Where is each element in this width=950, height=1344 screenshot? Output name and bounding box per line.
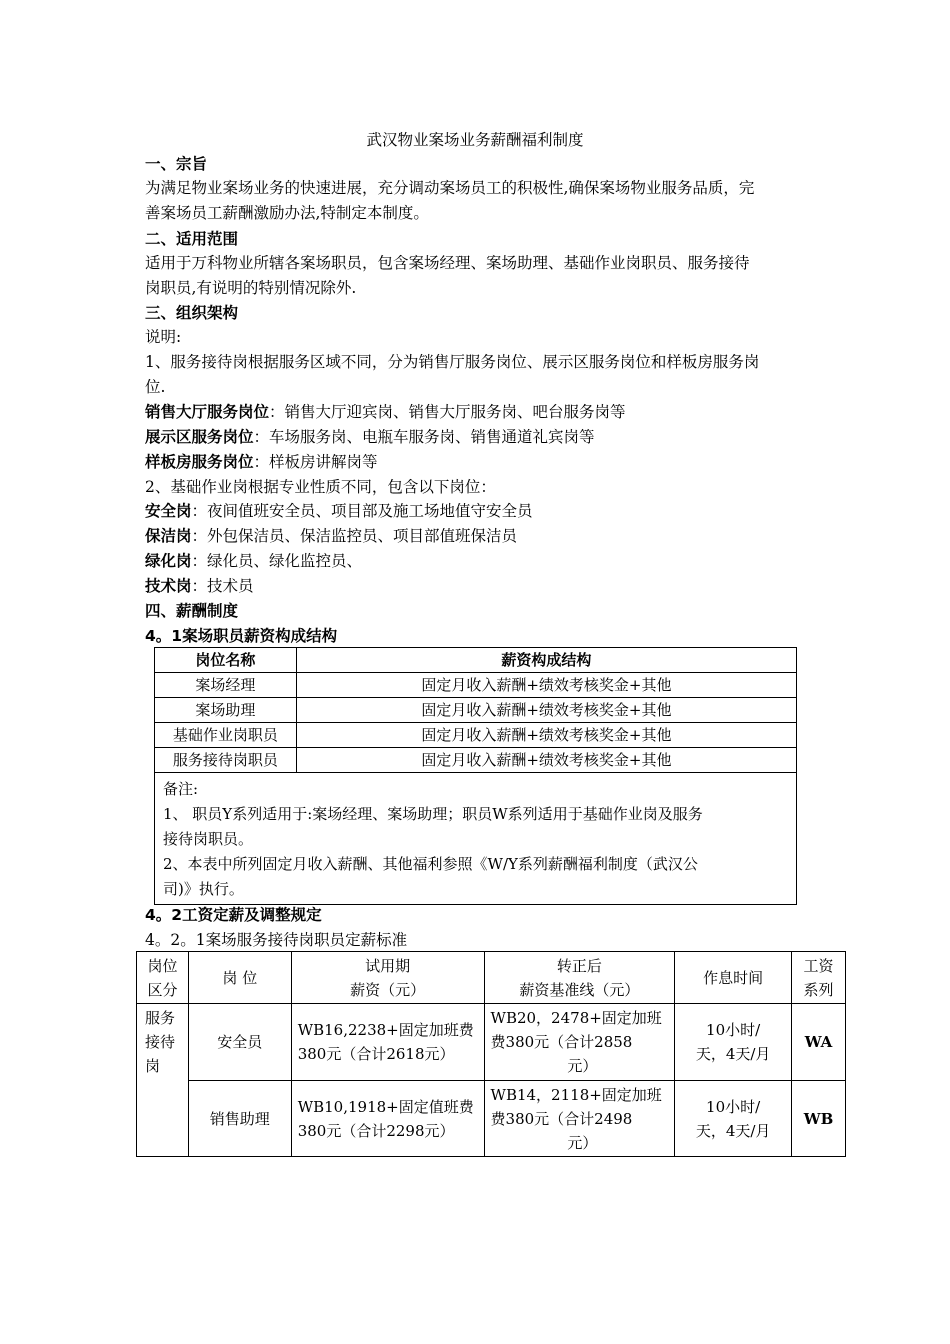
cleaning-label: 保洁岗 — [145, 527, 192, 545]
section-3-item-1-line-1: 1、服务接待岗根据服务区域不同，分为销售厅服务岗位、展示区服务岗位和样板房服务岗 — [145, 353, 760, 371]
cell-hours — [675, 1004, 792, 1081]
cell-area-line-2: 接待 — [145, 1033, 176, 1051]
cell-post: 案场经理 — [155, 673, 297, 698]
cell-regular-line-3: 元） — [567, 1057, 598, 1075]
header-salary-structure: 薪资构成结构 — [296, 648, 796, 673]
section-4-1-heading: 4。1案场职员薪资构成结构 — [145, 627, 338, 645]
cell-trial-line-1: WB16,2238+固定加班费 — [297, 1021, 474, 1039]
section-1-paragraph-line-1: 为满足物业案场业务的快速进展，充分调动案场员工的积极性,确保案场物业服务品质，完 — [145, 179, 755, 197]
note-2-line-1: 2、本表中所列固定月收入薪酬、其他福利参照《W/Y系列薪酬福利制度（武汉公 — [163, 855, 698, 873]
cell-trial-line-2: 380元（合计2298元） — [297, 1121, 455, 1140]
model-room-label: 样板房服务岗位 — [145, 453, 254, 471]
cleaning-posts — [145, 526, 517, 546]
header-series — [792, 952, 846, 1004]
cell-trial-line-2: 380元（合计2618元） — [297, 1045, 455, 1063]
cell-structure: 固定月收入薪酬+绩效考核奖金+其他 — [296, 723, 796, 748]
cell-trial-line-1: WB10,1918+固定值班费 — [297, 1097, 474, 1116]
security-posts — [145, 501, 533, 521]
cell-hours-line-2: 天，4天/月 — [695, 1045, 771, 1063]
cell-series: WA — [792, 1004, 846, 1081]
cell-hours-line-1: 10小时/ — [706, 1021, 761, 1039]
section-4-2-heading: 4。2工资定薪及调整规定 — [145, 906, 322, 924]
cell-hours-line-1: 10小时/ — [706, 1097, 761, 1116]
table-header-row — [137, 952, 846, 1004]
note-title: 备注: — [163, 780, 199, 798]
cell-area-line-3: 岗 — [145, 1057, 161, 1075]
note-2-line-2: 司)》执行。 — [163, 880, 244, 898]
cell-post: 销售助理 — [188, 1081, 291, 1157]
section-2-paragraph-line-2: 岗职员,有说明的特别情况除外. — [145, 279, 357, 297]
sales-hall-text: ：销售大厅迎宾岗、销售大厅服务岗、吧台服务岗等 — [269, 403, 626, 421]
table-row — [155, 723, 797, 748]
model-room-text: ：样板房讲解岗等 — [253, 453, 378, 471]
header-series-line-2: 系列 — [803, 980, 834, 999]
display-area-label: 展示区服务岗位 — [145, 428, 254, 446]
header-area-line-1: 岗位 — [147, 956, 178, 975]
header-trial-line-2: 薪资（元） — [350, 980, 426, 999]
cell-area — [137, 1004, 189, 1157]
reception-salary-table — [136, 951, 846, 1157]
header-regular-line-1: 转正后 — [556, 956, 602, 975]
cell-trial — [291, 1081, 484, 1157]
cell-post: 案场助理 — [155, 698, 297, 723]
table-row — [155, 673, 797, 698]
technical-text: ：技术员 — [191, 577, 254, 595]
salary-structure-table — [154, 647, 797, 905]
technical-posts — [145, 576, 254, 596]
security-label: 安全岗 — [145, 502, 192, 520]
greening-posts — [145, 551, 362, 571]
table-row — [155, 698, 797, 723]
section-3-heading: 三、组织架构 — [145, 304, 239, 322]
model-room-posts — [145, 452, 378, 472]
cell-regular-line-1: WB20，2478+固定加班 — [490, 1009, 662, 1027]
table-header-row — [155, 648, 797, 673]
cell-structure: 固定月收入薪酬+绩效考核奖金+其他 — [296, 748, 796, 773]
cell-post: 服务接待岗职员 — [155, 748, 297, 773]
technical-label: 技术岗 — [145, 577, 192, 595]
section-3-note: 说明: — [145, 328, 182, 346]
header-area — [137, 952, 189, 1004]
cell-series: WB — [792, 1081, 846, 1157]
section-4-heading: 四、薪酬制度 — [145, 602, 239, 620]
header-trial — [291, 952, 484, 1004]
document-title: 武汉物业案场业务薪酬福利制度 — [366, 131, 584, 149]
security-text: ：夜间值班安全员、项目部及施工场地值守安全员 — [191, 502, 533, 520]
header-trial-line-1: 试用期 — [365, 956, 411, 975]
cell-regular-line-1: WB14，2118+固定加班 — [490, 1085, 662, 1104]
cell-structure: 固定月收入薪酬+绩效考核奖金+其他 — [296, 673, 796, 698]
section-4-2-1-heading: 4。2。1案场服务接待岗职员定薪标准 — [145, 931, 408, 949]
note-1-line-1: 1、 职员Y系列适用于:案场经理、案场助理；职员W系列适用于基础作业岗及服务 — [163, 805, 703, 823]
header-post: 岗 位 — [188, 952, 291, 1004]
cell-regular — [484, 1004, 675, 1081]
cell-post: 基础作业岗职员 — [155, 723, 297, 748]
cell-trial — [291, 1004, 484, 1081]
header-series-line-1: 工资 — [803, 956, 834, 975]
header-regular-line-2: 薪资基准线（元） — [519, 980, 640, 999]
section-3-item-1-line-2: 位. — [145, 378, 166, 396]
cell-structure: 固定月收入薪酬+绩效考核奖金+其他 — [296, 698, 796, 723]
header-area-line-2: 区分 — [147, 980, 178, 999]
cell-hours — [675, 1081, 792, 1157]
section-2-heading: 二、适用范围 — [145, 230, 239, 248]
cell-hours-line-2: 天，4天/月 — [695, 1121, 771, 1140]
greening-label: 绿化岗 — [145, 552, 192, 570]
note-1-line-2: 接待岗职员。 — [163, 830, 254, 848]
table-row — [155, 748, 797, 773]
cell-post: 安全员 — [188, 1004, 291, 1081]
sales-hall-posts — [145, 402, 626, 422]
cell-regular-line-2: 费380元（合计2498 — [490, 1109, 633, 1128]
greening-text: ：绿化员、绿化监控员、 — [191, 552, 363, 570]
cell-regular-line-2: 费380元（合计2858 — [490, 1033, 633, 1051]
table-note-row — [155, 773, 797, 905]
table-note — [155, 773, 797, 905]
header-hours: 作息时间 — [675, 952, 792, 1004]
header-regular — [484, 952, 675, 1004]
display-area-posts — [145, 427, 595, 447]
section-2-paragraph-line-1: 适用于万科物业所辖各案场职员，包含案场经理、案场助理、基础作业岗职员、服务接待 — [145, 254, 750, 272]
table-row — [137, 1004, 846, 1081]
section-1-paragraph-line-2: 善案场员工薪酬激励办法,特制定本制度。 — [145, 204, 429, 222]
sales-hall-label: 销售大厅服务岗位 — [145, 403, 270, 421]
section-3-item-2: 2、基础作业岗根据专业性质不同，包含以下岗位： — [145, 478, 496, 496]
cleaning-text: ：外包保洁员、保洁监控员、项目部值班保洁员 — [191, 527, 518, 545]
display-area-text: ：车场服务岗、电瓶车服务岗、销售通道礼宾岗等 — [253, 428, 595, 446]
cell-area-line-1: 服务 — [145, 1009, 176, 1027]
table-row — [137, 1081, 846, 1157]
cell-regular-line-3: 元） — [567, 1133, 598, 1152]
cell-regular — [484, 1081, 675, 1157]
section-1-heading: 一、宗旨 — [145, 155, 208, 173]
header-post-name: 岗位名称 — [155, 648, 297, 673]
